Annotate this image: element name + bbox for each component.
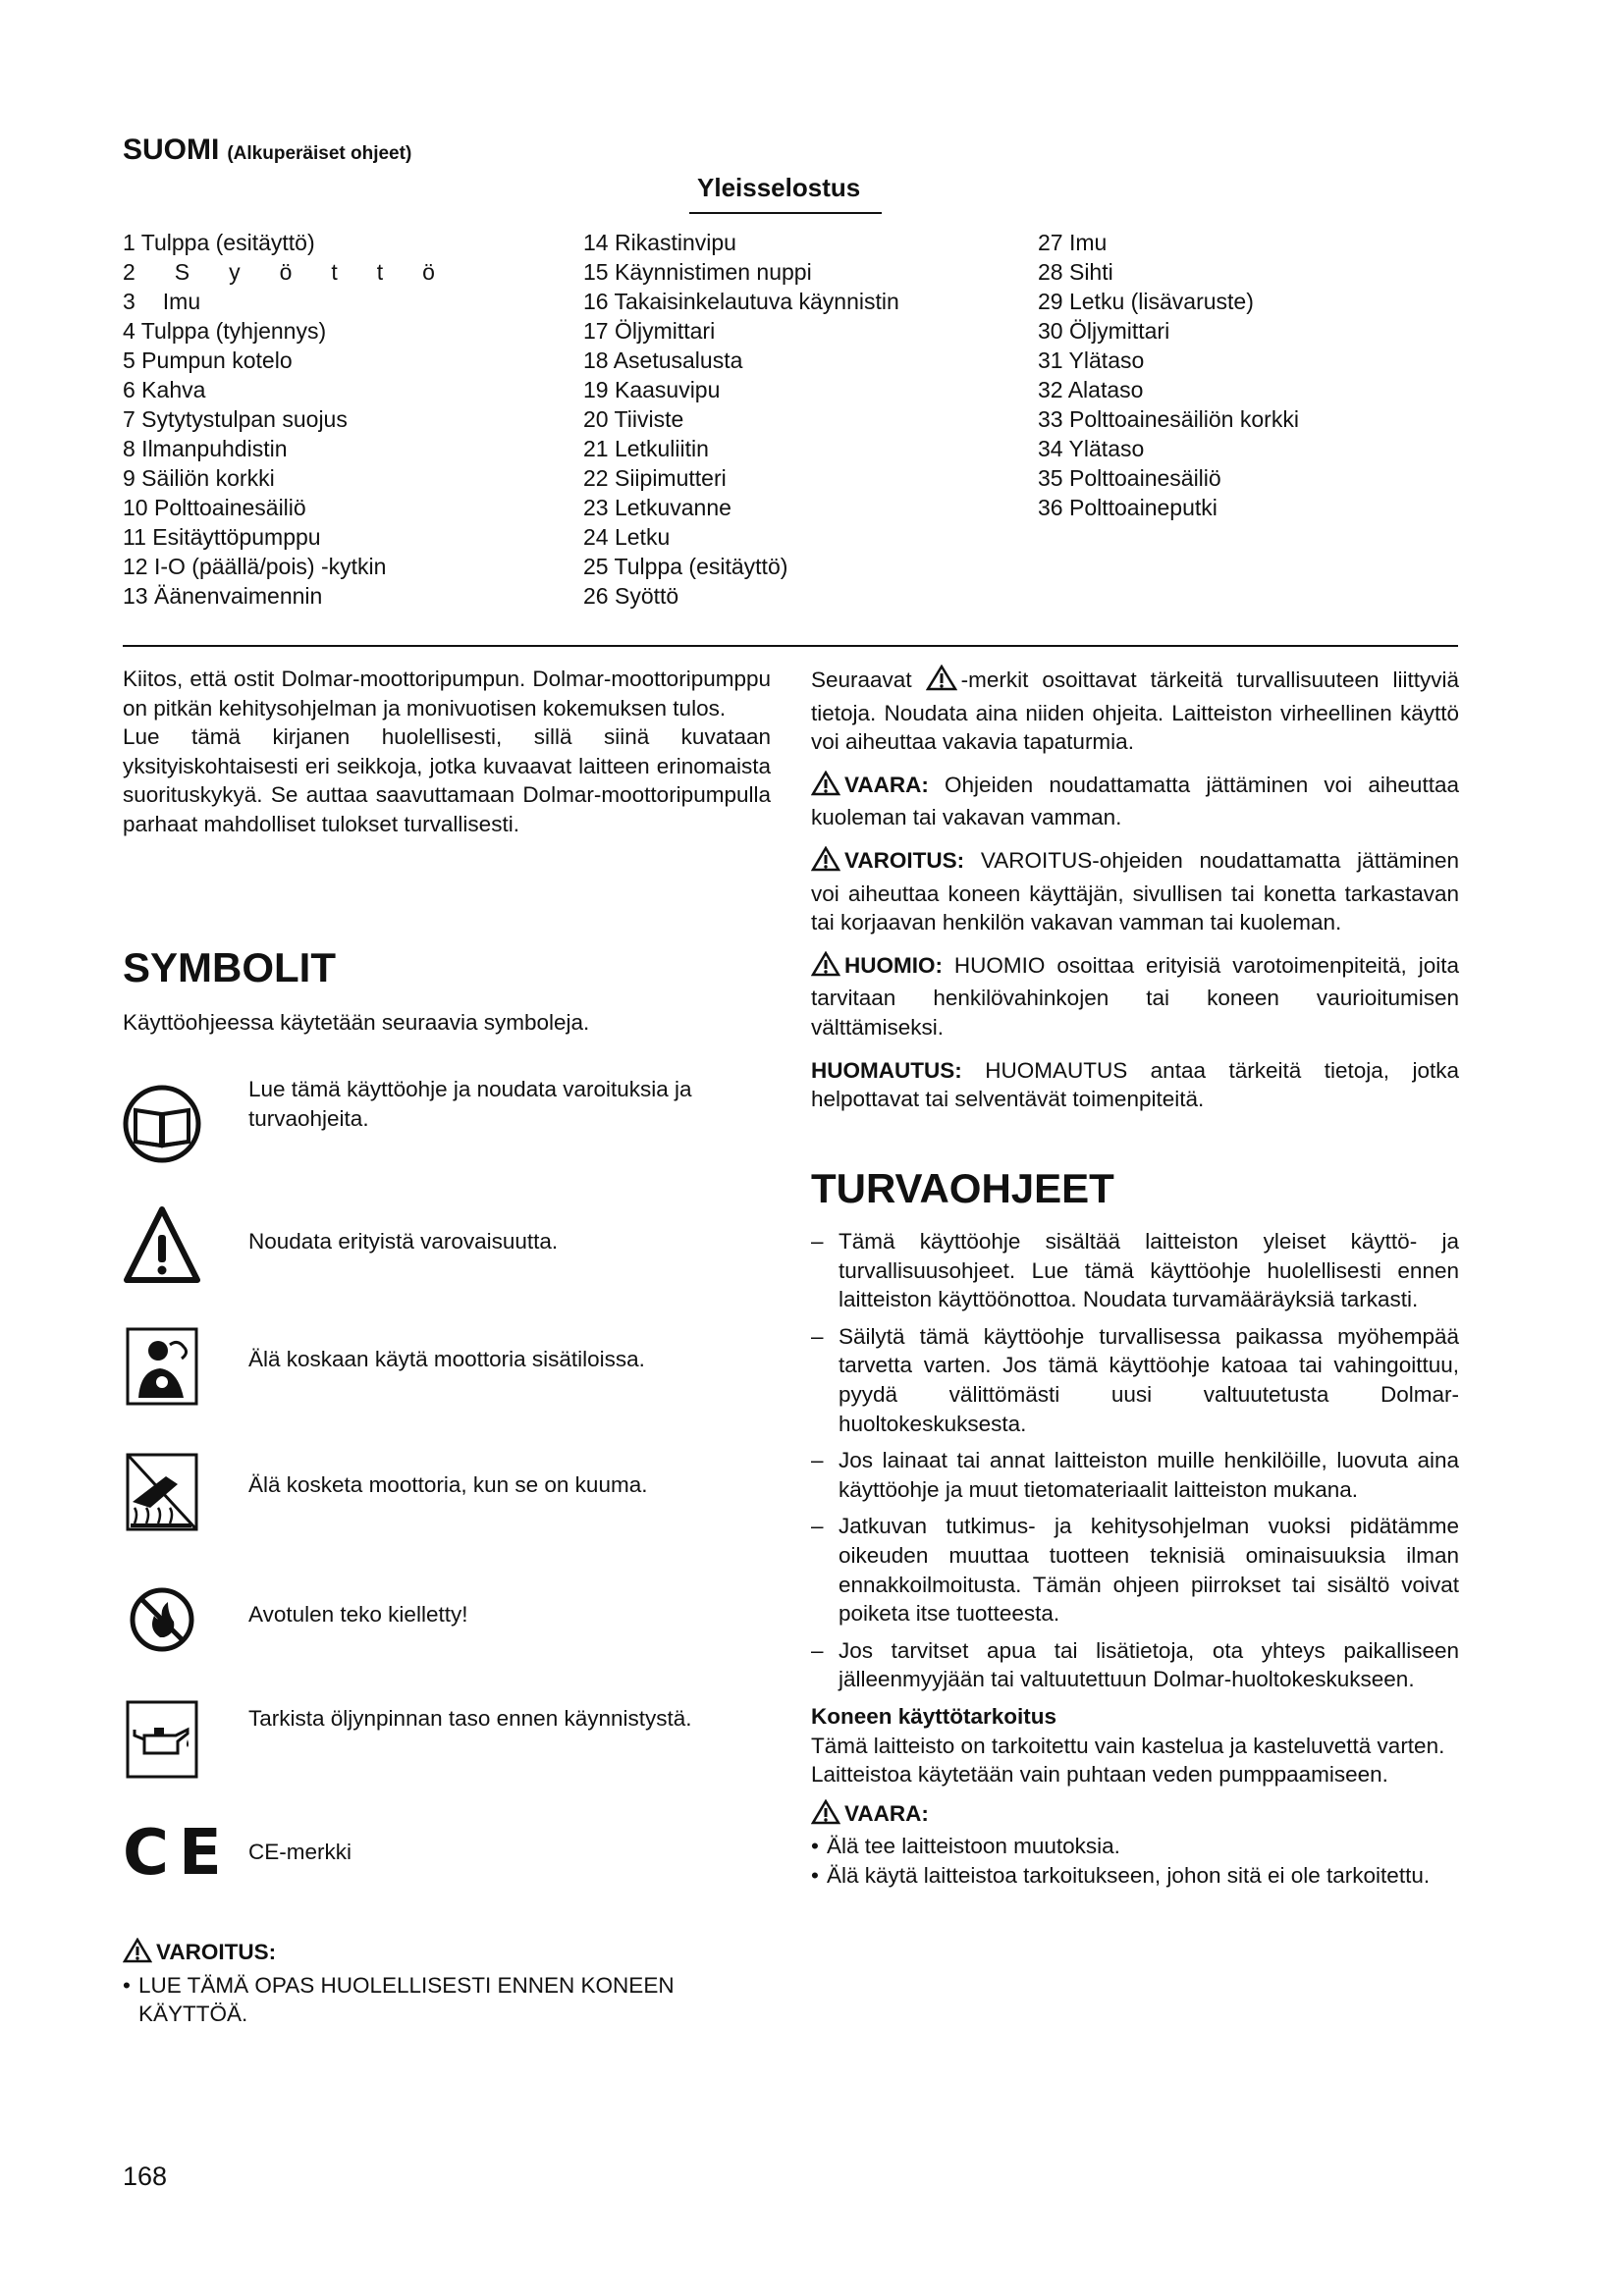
- title-underline: [689, 212, 882, 214]
- parts-item: 19 Kaasuvipu: [583, 377, 721, 402]
- signal-intro: [811, 665, 1459, 757]
- safety-item: – Jatkuvan tutkimus- ja kehitysohjelman vuoksi pidätämme oikeuden muuttaa tuotteen teknisiä ominaisuuksia ilman ennakkoilmoitusta. Tämän ohjeen piirrokset tai sisältö voivat poiketa itse tuotteesta.: [811, 1512, 1459, 1628]
- signal-intro-a: Seuraavat: [811, 667, 912, 692]
- parts-list-2: [583, 228, 899, 611]
- warning-triangle-icon: [123, 1196, 201, 1294]
- symbol-row: [123, 1196, 751, 1294]
- warning-icon: [811, 1799, 840, 1833]
- intro-text: [123, 665, 771, 839]
- warning-icon: [926, 665, 957, 699]
- spread-char: S: [174, 259, 190, 285]
- symbol-text: Älä kosketa moottoria, kun se on kuuma.: [248, 1472, 648, 1497]
- parts-item: 17 Öljymittari: [583, 318, 716, 344]
- parts-item: 35 Polttoainesäiliö: [1038, 465, 1221, 491]
- safety-item-text: Jos lainaat tai annat laitteiston muille henkilöille, luovuta aina käyttöohje ja muut tietomateriaalit laitteiston mukana.: [839, 1448, 1459, 1502]
- parts-item: 5 Pumpun kotelo: [123, 347, 293, 373]
- safety-heading: TURVAOHJEET: [811, 1165, 1114, 1211]
- parts-item: 34 Ylätaso: [1038, 436, 1145, 461]
- parts-item: 29 Letku (lisävaruste): [1038, 289, 1254, 314]
- varoitus-paragraph: [811, 846, 1459, 937]
- manual-book-icon: [123, 1075, 201, 1173]
- purpose-paragraph: Laitteistoa käytetään vain puhtaan veden pumppaamiseen.: [811, 1762, 1388, 1788]
- symbol-text: Avotulen teko kielletty!: [248, 1602, 468, 1627]
- symbol-row: [123, 1317, 751, 1415]
- safety-item-text: Tämä käyttöohje sisältää laitteiston yleiset käyttö- ja turvallisuusohjeet. Lue tämä käyttöohje huolellisesti ennen laitteiston käyttöönottoa. Noudata turvamääräyksiä tarkasti.: [839, 1229, 1459, 1312]
- language-title: SUOMI: [123, 133, 220, 166]
- parts-item: 31 Ylätaso: [1038, 347, 1145, 373]
- parts-item: 21 Letkuliitin: [583, 436, 709, 461]
- vaara-item-text: Älä tee laitteistoon muutoksia.: [827, 1834, 1120, 1859]
- intro-paragraph: Lue tämä kirjanen huolellisesti, sillä siinä kuvataan yksityiskohtaisesti eri seikkoja, jotka kuvaavat laitteen erinomaista suorituskykyä. Se auttaa saavuttamaan Dolmar-moottoripumpulla parhaat mahdolliset tulokset turvallisesti.: [123, 724, 771, 836]
- vaara-item: • Älä tee laitteistoon muutoksia.: [811, 1832, 1459, 1861]
- symbol-text: Tarkista öljynpinnan taso ennen käynnistystä.: [248, 1706, 692, 1731]
- no-indoor-use-icon: [123, 1317, 201, 1415]
- parts-item: 15 Käynnistimen nuppi: [583, 259, 812, 285]
- spread-char: Imu: [162, 289, 201, 314]
- safety-item: – Säilytä tämä käyttöohje turvallisessa paikassa myöhempää tarvetta varten. Jos tämä käyttöohje katoaa tai vahingoittuu, pyydä välittömästi uusi valtuutetusta Dolmar-huoltokeskuksesta.: [811, 1322, 1459, 1438]
- parts-list-1: [123, 228, 435, 611]
- huomio-label: HUOMIO:: [844, 952, 943, 978]
- varoitus-label: VAROITUS:: [844, 847, 965, 873]
- parts-item: 1 Tulppa (esitäyttö): [123, 230, 315, 255]
- vaara-item-text: Älä käytä laitteistoa tarkoitukseen, johon sitä ei ole tarkoitettu.: [827, 1862, 1431, 1888]
- huomautus-label: HUOMAUTUS:: [811, 1057, 962, 1083]
- warning-icon: [811, 846, 840, 880]
- huomautus-text: HUOMAUTUS antaa tärkeitä tietoja, jotka helpottavat tai selventävät toimenpiteitä.: [811, 1057, 1459, 1112]
- bottom-warning: [123, 1938, 771, 2029]
- safety-item-text: Säilytä tämä käyttöohje turvallisessa paikassa myöhempää tarvetta varten. Jos tämä käyttöohje katoaa tai vahingoittuu, pyydä välittömästi uusi valtuutetusta Dolmar-huoltokeskuksesta.: [839, 1323, 1459, 1436]
- parts-item: 30 Öljymittari: [1038, 318, 1170, 344]
- ce-mark-text: CE: [123, 1817, 232, 1890]
- parts-item: 10 Polttoainesäiliö: [123, 495, 306, 520]
- parts-item: 36 Polttoaineputki: [1038, 495, 1218, 520]
- intro-paragraph: Kiitos, että ostit Dolmar-moottoripumpun. Dolmar-moottoripumppu on pitkän kehitysohjelman ja monivuotisen kokemuksen tulos.: [123, 667, 771, 721]
- spread-char: t: [331, 259, 338, 285]
- symbol-row: [123, 1443, 751, 1541]
- parts-item: 14 Rikastinvipu: [583, 230, 736, 255]
- parts-item-spaced: [123, 257, 435, 287]
- parts-item: 22 Siipimutteri: [583, 465, 727, 491]
- parts-item: 12 I-O (päällä/pois) -kytkin: [123, 554, 387, 579]
- parts-item: 23 Letkuvanne: [583, 495, 731, 520]
- parts-item: 13 Äänenvaimennin: [123, 583, 323, 609]
- vaara-title: [811, 1799, 1459, 1833]
- spread-char: 2: [123, 259, 135, 285]
- parts-item: 24 Letku: [583, 524, 671, 550]
- warning-icon: [811, 771, 840, 804]
- parts-item: 33 Polttoainesäiliön korkki: [1038, 406, 1299, 432]
- parts-list-3: [1038, 228, 1299, 522]
- safety-item-text: Jos tarvitset apua tai lisätietoja, ota yhteys paikalliseen jälleenmyyjään tai valtuutettuun Dolmar-huoltokeskukseen.: [839, 1637, 1459, 1692]
- parts-item: 26 Syöttö: [583, 583, 679, 609]
- spread-char: ö: [422, 259, 435, 285]
- ce-mark-icon: [123, 1804, 232, 1902]
- parts-item: 9 Säiliön korkki: [123, 465, 275, 491]
- section-divider: [123, 645, 1458, 647]
- parts-item: 11 Esitäyttöpumppu: [123, 524, 321, 550]
- oil-can-icon: [123, 1690, 201, 1789]
- symbol-text: Lue tämä käyttöohje ja noudata varoituksia ja turvaohjeita.: [248, 1077, 692, 1131]
- huomio-paragraph: [811, 951, 1459, 1042]
- bottom-warning-text: LUE TÄMÄ OPAS HUOLELLISESTI ENNEN KONEEN KÄYTTÖÄ.: [138, 1972, 675, 2027]
- parts-item: 4 Tulppa (tyhjennys): [123, 318, 327, 344]
- language-note: (Alkuperäiset ohjeet): [227, 143, 412, 164]
- spread-char: y: [229, 259, 241, 285]
- parts-item: 7 Sytytystulpan suojus: [123, 406, 348, 432]
- hot-surface-icon: [123, 1443, 201, 1541]
- huomio-text: HUOMIO osoittaa erityisiä varotoimenpiteitä, joita tarvitaan henkilövahinkojen tai koneen vaurioitumisen välttämiseksi.: [811, 952, 1459, 1040]
- parts-item: 25 Tulppa (esitäyttö): [583, 554, 788, 579]
- parts-item: 8 Ilmanpuhdistin: [123, 436, 288, 461]
- warning-label: VAROITUS:: [156, 1940, 277, 1964]
- safety-item: – Tämä käyttöohje sisältää laitteiston yleiset käyttö- ja turvallisuusohjeet. Lue tämä käyttöohje huolellisesti ennen laitteiston käyttöönottoa. Noudata turvamääräyksiä tarkasti.: [811, 1227, 1459, 1314]
- vaara-item: • Älä käytä laitteistoa tarkoitukseen, johon sitä ei ole tarkoitettu.: [811, 1861, 1459, 1891]
- warning-icon: [123, 1938, 152, 1971]
- varoitus-text: VAROITUS-ohjeiden noudattamatta jättäminen voi aiheuttaa koneen käyttäjän, sivullisen tai konetta tarkastavan tai korjaavan henkilön vakavan vamman tai kuoleman.: [811, 847, 1459, 935]
- symbol-row: [123, 1690, 751, 1789]
- parts-item: 28 Sihti: [1038, 259, 1113, 285]
- safety-list: [811, 1227, 1459, 1890]
- vaara-label: VAARA:: [844, 772, 929, 797]
- signal-intro-b: -merkit osoittavat tärkeitä turvallisuuteen liittyviä tietoja. Noudata aina niiden ohjeita. Laitteiston virheellinen käyttö voi aiheuttaa vakavia tapaturmia.: [811, 667, 1459, 755]
- symbol-text: CE-merkki: [248, 1840, 352, 1864]
- bottom-warning-item: • LUE TÄMÄ OPAS HUOLELLISESTI ENNEN KONEEN KÄYTTÖÄ.: [123, 1971, 771, 2029]
- signal-words: [811, 665, 1459, 1114]
- overview-title: Yleisselostus: [697, 173, 861, 202]
- bottom-warning-title: [123, 1938, 771, 1971]
- symbol-row: [123, 1804, 751, 1902]
- symbol-text: Älä koskaan käytä moottoria sisätiloissa.: [248, 1347, 645, 1371]
- warning-icon: [811, 951, 840, 985]
- huomautus-paragraph: [811, 1056, 1459, 1114]
- symbol-row: [123, 1075, 751, 1173]
- spread-char: 3: [123, 289, 135, 314]
- symbol-text: Noudata erityistä varovaisuutta.: [248, 1229, 559, 1254]
- symbols-heading: SYMBOLIT: [123, 944, 336, 990]
- vaara-text: Ohjeiden noudattamatta jättäminen voi aiheuttaa kuoleman tai vakavan vamman.: [811, 772, 1459, 830]
- parts-item: 16 Takaisinkelautuva käynnistin: [583, 289, 899, 314]
- spread-char: t: [376, 259, 384, 285]
- vaara-label: VAARA:: [844, 1800, 929, 1826]
- purpose-paragraph: Tämä laitteisto on tarkoitettu vain kastelua ja kasteluvettä varten.: [811, 1733, 1445, 1758]
- page-number: 168: [123, 2162, 168, 2191]
- language-header: [123, 133, 411, 167]
- safety-item: – Jos lainaat tai annat laitteiston muille henkilöille, luovuta aina käyttöohje ja muut tietomateriaalit laitteiston mukana.: [811, 1446, 1459, 1504]
- no-open-flame-icon: [123, 1571, 201, 1669]
- parts-item: 18 Asetusalusta: [583, 347, 743, 373]
- symbols-intro: Käyttöohjeessa käytetään seuraavia symboleja.: [123, 1010, 590, 1035]
- parts-item: 20 Tiiviste: [583, 406, 684, 432]
- parts-item: 32 Alataso: [1038, 377, 1144, 402]
- parts-item: 27 Imu: [1038, 230, 1108, 255]
- spread-char: ö: [279, 259, 293, 285]
- parts-item: 6 Kahva: [123, 377, 206, 402]
- parts-item-spaced: [123, 287, 435, 316]
- vaara-paragraph: [811, 771, 1459, 832]
- safety-item-text: Jatkuvan tutkimus- ja kehitysohjelman vuoksi pidätämme oikeuden muuttaa tuotteen teknisiä ominaisuuksia ilman ennakkoilmoitusta. Tämän ohjeen piirrokset tai sisältö voivat poiketa itse tuotteesta.: [839, 1514, 1459, 1627]
- purpose-title: Koneen käyttötarkoitus: [811, 1703, 1057, 1729]
- safety-item: – Jos tarvitset apua tai lisätietoja, ota yhteys paikalliseen jälleenmyyjään tai valtuutettuun Dolmar-huoltokeskukseen.: [811, 1636, 1459, 1694]
- symbol-row: [123, 1571, 751, 1669]
